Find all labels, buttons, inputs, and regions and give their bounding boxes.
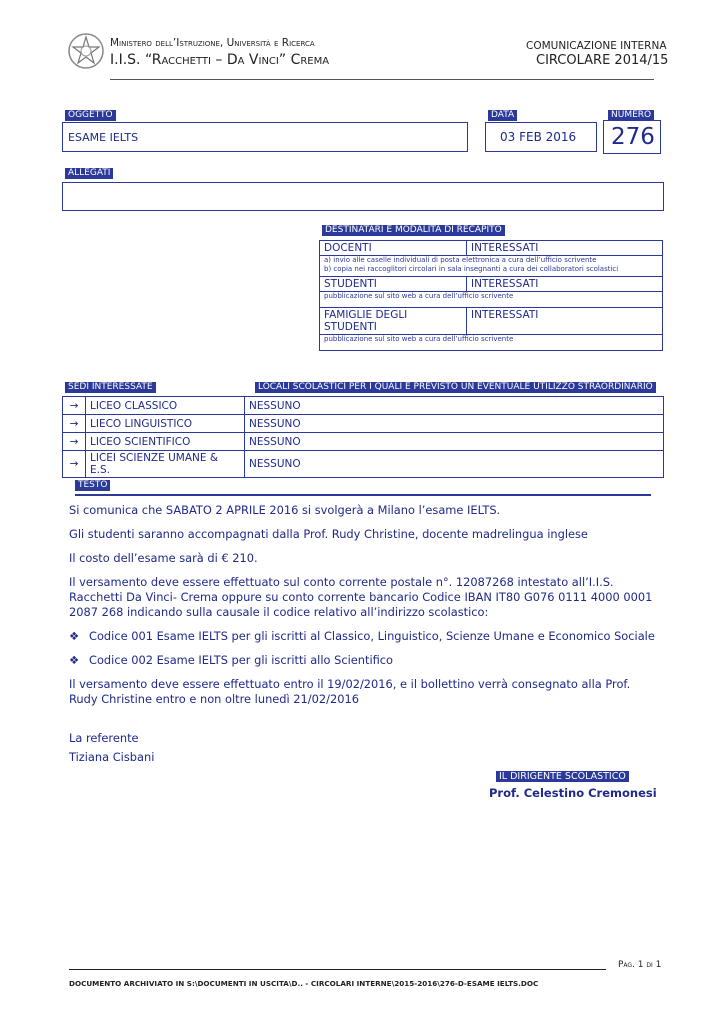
emblem-icon <box>67 32 105 70</box>
testo-p4: Il versamento deve essere effettuato sul conto corrente postale n°. 12087268 intestato all’I.I.S. Racchetti Da Vinci- Crema oppure su conto corrente bancario Codice IBAN IT80 G076 0111 4000 0001 2087 268 indicando sulla causale il codice relativo all’indirizzo scolastico: <box>69 575 653 619</box>
sedi-table <box>62 396 664 478</box>
destinatari-label: DESTINATARI E MODALITÀ DI RECAPITO <box>322 225 505 236</box>
referente-name: Tiziana Cisbani <box>69 750 155 764</box>
diamond-bullet-icon: ❖ <box>69 653 80 667</box>
allegati-box <box>62 182 664 211</box>
dest-status: INTERESSATI <box>467 277 663 292</box>
comm-type: COMUNICAZIONE INTERNA <box>526 40 667 52</box>
testo-p3: Il costo dell’esame sarà di € 210. <box>69 551 258 565</box>
dest-status: INTERESSATI <box>467 308 663 335</box>
diamond-bullet-icon: ❖ <box>69 629 80 643</box>
numero-label: NUMERO <box>608 110 654 121</box>
sede-locali: NESSUNO <box>245 415 664 433</box>
destinatari-table <box>319 240 663 351</box>
dirigente-name: Prof. Celestino Cremonesi <box>489 786 657 800</box>
arrow-right-icon: → <box>63 433 86 451</box>
ministry-name: Ministero dell’Istruzione, Università e Ricerca <box>110 37 315 49</box>
bullet-text: Codice 002 Esame IELTS per gli iscritti allo Scientifico <box>89 653 394 667</box>
dest-row-famiglie <box>320 308 663 335</box>
dest-who: STUDENTI <box>320 277 467 292</box>
testo-p5: Il versamento deve essere effettuato entro il 19/02/2016, e il bollettino verrà consegnato alla Prof. Rudy Christine entro e non oltre lunedì 21/02/2016 <box>69 677 631 706</box>
sedi-row <box>63 451 664 478</box>
data-label: DATA <box>488 110 517 121</box>
dest-who: FAMIGLIE DEGLI STUDENTI <box>320 308 467 335</box>
testo-body <box>69 503 659 765</box>
sede-name: LIECO LINGUISTICO <box>86 415 245 433</box>
testo-rule <box>75 494 651 496</box>
testo-p2: Gli studenti saranno accompagnati dalla Prof. Rudy Christine, docente madrelingua inglese <box>69 527 588 541</box>
dest-note: b) copia nei raccoglitori circolari in sala insegnanti a cura dei collaboratori scolastici <box>324 265 619 273</box>
sede-locali: NESSUNO <box>245 433 664 451</box>
sede-locali: NESSUNO <box>245 397 664 415</box>
sedi-row <box>63 433 664 451</box>
numero-value: 276 <box>611 124 655 150</box>
sede-locali: NESSUNO <box>245 451 664 478</box>
bullet-text: Codice 001 Esame IELTS per gli iscritti al Classico, Linguistico, Scienze Umane e Economico Sociale <box>89 629 655 643</box>
arrow-right-icon: → <box>63 415 86 433</box>
testo-bullet <box>69 629 659 644</box>
footer-rule <box>69 969 606 970</box>
school-name: I.I.S. “Racchetti – Da Vinci” Crema <box>110 52 330 68</box>
circolare-year: CIRCOLARE 2014/15 <box>536 53 669 68</box>
dest-status: INTERESSATI <box>467 241 663 256</box>
header-rule <box>110 79 654 80</box>
locali-label: LOCALI SCOLASTICI PER I QUALI È PREVISTO UN EVENTUALE UTILIZZO STRAORDINARIO <box>255 382 656 393</box>
dest-who: DOCENTI <box>320 241 467 256</box>
dirigente-label: IL DIRIGENTE SCOLASTICO <box>496 771 629 782</box>
data-value: 03 FEB 2016 <box>500 130 577 144</box>
oggetto-value: ESAME IELTS <box>68 131 139 144</box>
page-number: Pag. 1 di 1 <box>618 960 662 970</box>
sede-name: LICEI SCIENZE UMANE & E.S. <box>86 451 245 478</box>
testo-p1: Si comunica che SABATO 2 APRILE 2016 si svolgerà a Milano l’esame IELTS. <box>69 503 501 517</box>
dest-row-docenti <box>320 241 663 256</box>
arrow-right-icon: → <box>63 451 86 478</box>
sedi-row <box>63 397 664 415</box>
allegati-label: ALLEGATI <box>65 168 113 179</box>
sede-name: LICEO CLASSICO <box>86 397 245 415</box>
dest-note: pubblicazione sul sito web a cura dell’ufficio scrivente <box>324 292 514 300</box>
arrow-right-icon: → <box>63 397 86 415</box>
sedi-row <box>63 415 664 433</box>
referente-label: La referente <box>69 731 139 745</box>
dest-row-studenti <box>320 277 663 292</box>
dest-note: a) invio alle caselle individuali di posta elettronica a cura dell’ufficio scrivente <box>324 256 597 264</box>
archive-path: DOCUMENTO ARCHIVIATO IN S:\DOCUMENTI IN USCITA\D.. - CIRCOLARI INTERNE\2015-2016\276-D-ESAME IELTS.DOC <box>69 979 539 988</box>
testo-bullet <box>69 653 659 668</box>
sede-name: LICEO SCIENTIFICO <box>86 433 245 451</box>
oggetto-label: OGGETTO <box>65 110 116 121</box>
dest-note: pubblicazione sul sito web a cura dell’ufficio scrivente <box>324 335 514 343</box>
testo-label: TESTO <box>75 480 110 491</box>
sedi-label: SEDI INTERESSATE <box>65 382 156 393</box>
